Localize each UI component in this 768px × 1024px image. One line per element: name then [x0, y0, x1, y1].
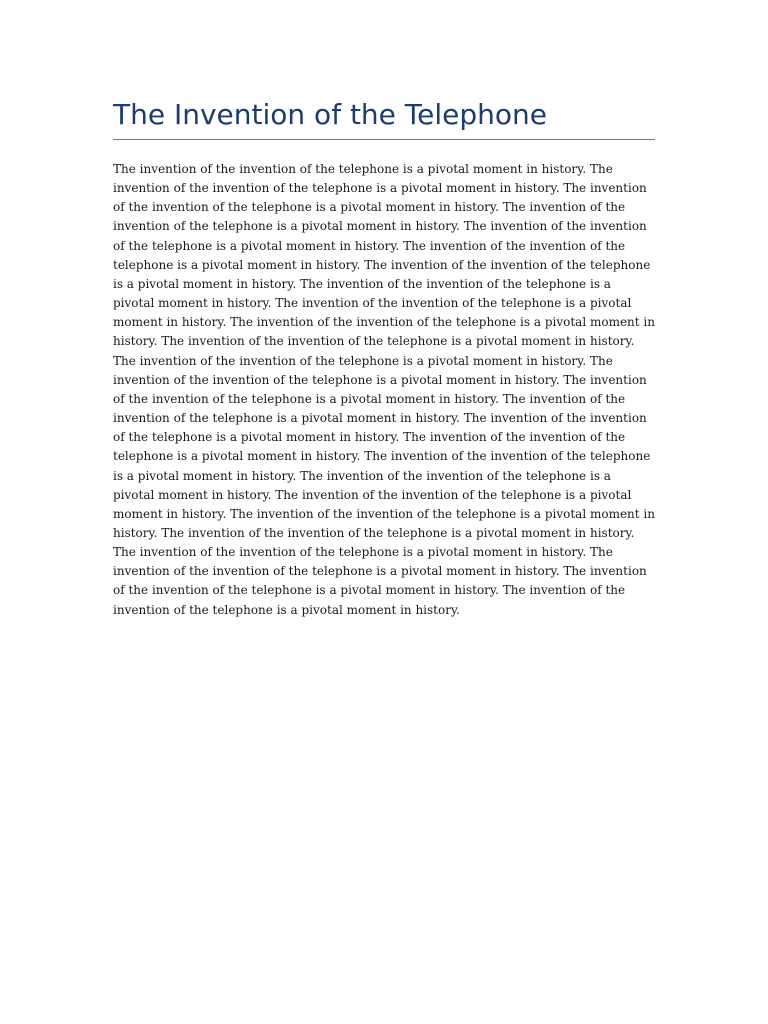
document-title: The Invention of the Telephone	[113, 98, 547, 131]
body-paragraph: The invention of the invention of the telephone is a pivotal moment in history. The invention of the invention of the telephone is a pivotal moment in history. The invention of the invention of the telephone is a pivotal moment in history. The invention of the invention of the telephone is a pivotal moment in history. The invention of the invention of the telephone is a pivotal moment in history. The invention of the invention of the telephone is a pivotal moment in history. The invention of the invention of the telephone is a pivotal moment in history. The invention of the invention of the telephone is a pivotal moment in history. The invention of the invention of the telephone is a pivotal moment in history. The invention of the invention of the telephone is a pivotal moment in history. The invention of the invention of the telephone is a pivotal moment in history. The invention of the invention of the telephone is a pivotal moment in history. The invention of the invention of the telephone is a pivotal moment in history. The invention of the invention of the telephone is a pivotal moment in history. The invention of the invention of the telephone is a pivotal moment in history. The invention of the invention of the telephone is a pivotal moment in history. The invention of the invention of the telephone is a pivotal moment in history. The invention of the invention of the telephone is a pivotal moment in history. The invention of the invention of the telephone is a pivotal moment in history. The invention of the invention of the telephone is a pivotal moment in history. The invention of the invention of the telephone is a pivotal moment in history. The invention of the invention of the telephone is a pivotal moment in history. The invention of the invention of the telephone is a pivotal moment in history. The invention of the invention of the telephone is a pivotal moment in history. The invention of the invention of the telephone is a pivotal moment in history. The invention of the invention of the telephone is a pivotal moment in history.	[113, 162, 655, 617]
title-underline-rule	[113, 139, 655, 140]
document-content	[113, 96, 655, 620]
